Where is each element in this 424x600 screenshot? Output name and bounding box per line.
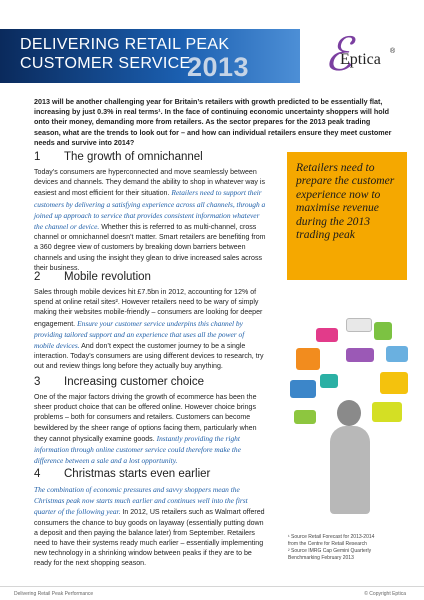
section-3-body bbox=[34, 393, 266, 467]
section-4-heading bbox=[34, 468, 210, 480]
highlight-text: Retailers need to support their customers by delivering a satisfying experience across all channels, through a joined up approach to service that provides consistent information whatever the channel or device. bbox=[34, 188, 266, 232]
section-title: Christmas starts even earlier bbox=[64, 468, 211, 480]
logo-wordmark: Eptica bbox=[340, 51, 381, 68]
eptica-logo bbox=[324, 27, 396, 82]
body-text: In 2012, US retailers such as Walmart offered consumers the chance to buy goods on layaway (essentially putting down a deposit and then paying the balance later) from September. Retailers need to have their systems ready much earlier – essentially implementing new technology in a shrinking window between peaks if they are to be ready for the next shopping season. bbox=[34, 509, 265, 568]
speech-bubble-icon bbox=[374, 322, 392, 340]
person-body-icon bbox=[330, 426, 370, 514]
footnote-line: ¹ Source Retail Forecast for 2013-2014 bbox=[288, 534, 375, 540]
footnote-line: from the Centre for Retail Research bbox=[288, 541, 367, 547]
footer-divider bbox=[0, 586, 424, 587]
title-line-1: DELIVERING RETAIL PEAK bbox=[20, 36, 230, 53]
highlight-text: The combination of economic pressures and savvy shoppers mean the Christmas peak now starts much earlier and continues well into the first quarter of the following year. bbox=[34, 485, 248, 517]
section-title: Increasing customer choice bbox=[64, 376, 204, 388]
person-head-icon bbox=[337, 400, 361, 426]
speech-bubble-icon bbox=[346, 318, 372, 332]
highlight-text: Ensure your customer service underpins this channel by providing tailored support and an experience that uses all the power of mobile devices. bbox=[34, 318, 245, 351]
intro-paragraph: 2013 will be another challenging year for Britain’s retailers with growth predicted to be essentially flat, increasing by just 0.3% in real terms¹. In the face of continuing economic uncertainty shoppers will hold onto their money, demanding more from retailers. As the sector prepares for the 2013 peak trading season, what are the trends to look out for – and how can individual retailers ensure they meet customer needs and survive into 2014? bbox=[34, 97, 392, 147]
speech-bubble-icon bbox=[290, 380, 316, 398]
section-2-heading bbox=[34, 271, 151, 283]
section-title: The growth of omnichannel bbox=[64, 151, 203, 163]
speech-bubble-icon bbox=[372, 402, 402, 422]
section-number: 3 bbox=[34, 376, 41, 388]
speech-bubble-icon bbox=[320, 374, 338, 388]
section-number: 2 bbox=[34, 271, 41, 283]
footer-left-text: Delivering Retail Peak Performance bbox=[14, 591, 94, 597]
logo-e-icon: ℰ bbox=[324, 27, 352, 81]
pull-quote-text: Retailers need to prepare the customer experience now to maximise revenue during the 2013 trading peak bbox=[296, 161, 395, 242]
title-year: 2013 bbox=[187, 52, 250, 82]
header bbox=[0, 0, 424, 88]
title-banner bbox=[0, 29, 300, 83]
body-text: Sales through mobile devices hit £7.5bn in 2012, accounting for 12% of spend at online retail sites². However retailers need to be wary of simply making their websites mobile-friendly – consumers are looking for deeper engagement. bbox=[34, 289, 263, 328]
person-with-speech-bubbles-icon bbox=[290, 318, 414, 528]
body-text: One of the major factors driving the growth of ecommerce has been the sheer product choice that can be offered online. However choice brings problems – both for consumers and retailers. Customers can become bewildered by the sheer range of options facing them, particularly when they cannot physically examine goods. bbox=[34, 394, 257, 443]
speech-bubble-icon bbox=[316, 328, 338, 342]
section-1-heading bbox=[34, 151, 203, 163]
section-title: Mobile revolution bbox=[64, 271, 151, 283]
body-text: Whether this is referred to as multi-channel, cross channel or omnichannel doesn’t matter. Smart retailers are benefiting from a 360 degree view of customers by breaking down barriers between channels and using the insight they glean to drive increased sales across their business. bbox=[34, 224, 266, 272]
body-text: And don’t expect the customer journey to be a single interaction. Today’s consumers are using different devices to research, try out and review things long before they actually buy anything. bbox=[34, 343, 264, 371]
section-number: 4 bbox=[34, 468, 41, 480]
pull-quote-callout bbox=[287, 152, 407, 280]
section-3-heading bbox=[34, 376, 204, 388]
speech-bubble-icon bbox=[294, 410, 316, 424]
section-number: 1 bbox=[34, 151, 41, 163]
section-2-body bbox=[34, 288, 266, 373]
speech-bubble-icon bbox=[380, 372, 408, 394]
footer-copyright: © Copyright Eptica bbox=[364, 591, 406, 597]
footnote-line: Benchmarking February 2013 bbox=[288, 555, 354, 561]
speech-bubble-icon bbox=[386, 346, 408, 362]
registered-mark: ® bbox=[390, 48, 396, 55]
section-4-body bbox=[34, 485, 266, 570]
body-text: Today’s consumers are hyperconnected and move seamlessly between devices and channels. They demand the ability to shop in whatever way is easiest and most efficient for their situation. bbox=[34, 169, 265, 198]
section-1-body bbox=[34, 168, 266, 274]
highlight-text: Instantly providing the right information through online customer service could therefore make the difference between a sale and a lost opportunity. bbox=[34, 433, 241, 466]
title-line-2: CUSTOMER SERVICE bbox=[20, 55, 191, 72]
footnotes bbox=[288, 534, 418, 562]
speech-bubble-icon bbox=[296, 348, 320, 370]
speech-bubble-icon bbox=[346, 348, 374, 362]
footnote-line: ² Source IMRG Cap Gemini Quarterly bbox=[288, 548, 372, 554]
